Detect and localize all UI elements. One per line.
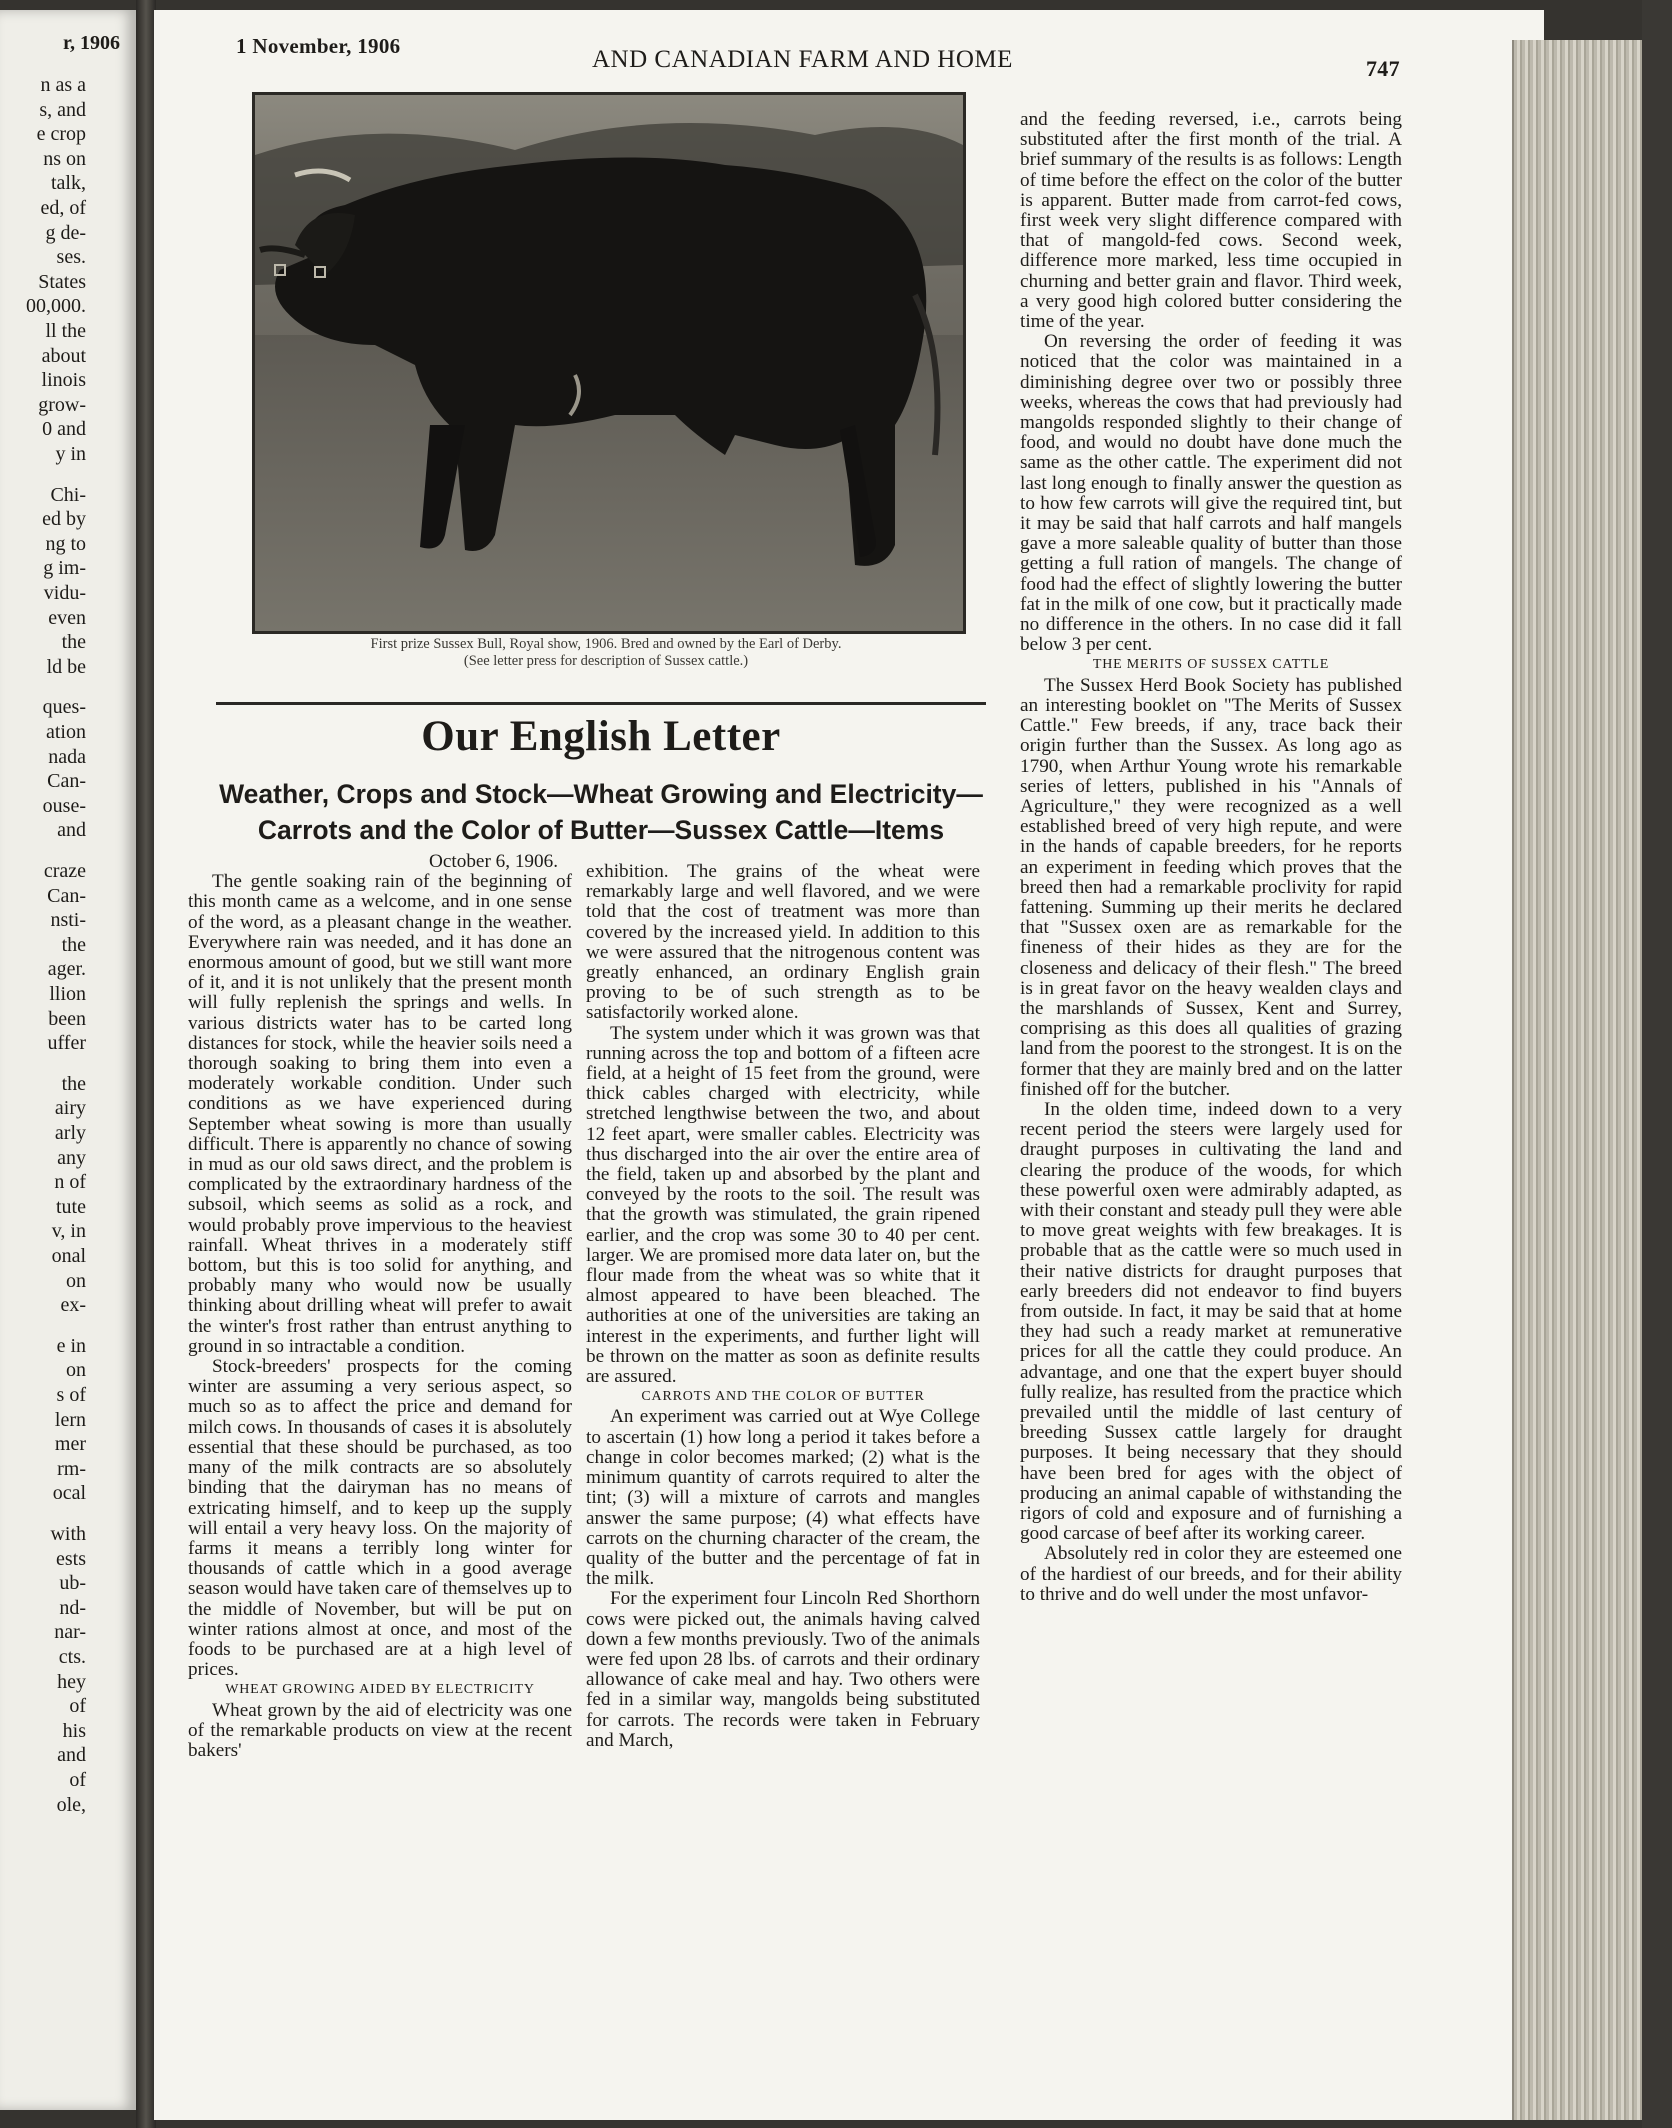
subhead-wheat-electricity: WHEAT GROWING AIDED BY ELECTRICITY xyxy=(225,1682,535,1698)
left-page-fragment: ests xyxy=(56,1547,86,1570)
left-page-fragment: any xyxy=(57,1146,86,1169)
left-page-fragment: ques- xyxy=(42,696,86,719)
adjacent-left-page xyxy=(0,10,136,2110)
left-page-fragment: v, in xyxy=(51,1220,86,1243)
paragraph: For the experiment four Lincoln Red Shorthorn cows were picked out, the animals having calved down a few months previously. Two of the animals were fed upon 28 lbs. of carrots and their ordinary allowance of cake meal and hay. Two others were fed in a similar way, mangolds being substituted for carrots. The records were taken in February and March, xyxy=(586,1588,980,1751)
subtitle-line-2: Carrots and the Color of Butter—Sussex Cattle—Items xyxy=(257,815,945,845)
left-page-fragment: n as a xyxy=(40,74,86,96)
section-rule xyxy=(216,702,986,705)
left-page-fragment: cts. xyxy=(58,1646,86,1668)
left-page-fragment: of xyxy=(69,1769,86,1791)
left-page-fragment: ng to xyxy=(45,532,86,555)
left-page-fragment: uffer xyxy=(47,1032,86,1055)
paragraph: exhibition. The grains of the wheat were remarkably large and well flavored, and we were told that the cost of treatment was more than covered by the increased yield. In addition to this we were assured that the nitrogenous content was greatly enhanced, an ordinary English grain proving to be of such strength as to be satisfactorily worked alone. xyxy=(586,861,980,1024)
left-page-fragment: hey xyxy=(57,1670,86,1693)
paragraph: and the feeding reversed, i.e., carrots being substituted after the first month of the trial. A brief summary of the results is as follows: Length of time before the effect on the color of the butter is apparent. Butter made from carrot-fed cows, first week very slight difference compared with that of mangold-fed cows. Second week, difference more marked, less time occupied in churning and better grain and flavor. Third week, a very good high colored butter considering the time of the year. xyxy=(1020,109,1402,333)
left-page-fragment: ub- xyxy=(59,1572,86,1595)
left-page-fragment: llion xyxy=(49,983,86,1005)
caption-line-1: First prize Sussex Bull, Royal show, 1906. Bred and owned by the Earl of Derby. xyxy=(370,636,842,652)
page-stack-edge xyxy=(1512,40,1644,2120)
left-page-fragment: linois xyxy=(41,369,86,392)
article-title: Our English Letter xyxy=(421,713,781,760)
left-page-fragment: rm- xyxy=(57,1457,86,1480)
left-page-header: r, 1906 xyxy=(62,32,120,54)
left-page-fragment: nsti- xyxy=(50,909,86,932)
left-page-fragment: ex- xyxy=(60,1294,86,1317)
paragraph: The system under which it was grown was that running across the top and bottom of a fifteen acre field, at a height of 15 feet from the ground, were thick cables charged with electricity, while stretched lengthwise between the two, and about 12 feet apart, were smaller cables. Electricity was thus discharged into the air over the entire area of the field, taken up and absorbed by the plant and conveyed by the roots to the soil. The result was that the growth was stimulated, the grain ripened earlier, and the crop was some 30 to 40 per cent. larger. We are promised more data later on, but the flour made from the wheat was so white that it almost appeared to have been bleached. The authorities at one of the universities are taking an interest in the experiments, and further light will be thrown on the matter as soon as definite results are assured. xyxy=(586,1022,980,1388)
issue-date: 1 November, 1906 xyxy=(236,34,401,58)
article-column-1 xyxy=(188,852,572,1761)
left-page-fragment: ager. xyxy=(47,958,86,981)
left-page-fragment: States xyxy=(38,270,86,293)
left-page-fragment: ld be xyxy=(46,655,86,678)
left-page-fragment: ed by xyxy=(42,508,86,531)
left-page-fragment: and xyxy=(57,1744,86,1767)
running-title: AND CANADIAN FARM AND HOME xyxy=(592,46,1013,73)
left-page-fragment: his xyxy=(62,1719,86,1742)
left-page-fragment: g de- xyxy=(45,221,86,244)
paragraph: The gentle soaking rain of the beginning of this month came as a welcome, and in one sense of the word, as a pleasant change in the weather. Everywhere rain was needed, and it has done an enormous amount of good, but we still want more of it, and it is not unlikely that the present month will fully replenish the springs and wells. In various districts water has to be carted long distances for stock, while the heavier soils need a thorough soaking to bring them into even a moderately workable condition. Under such conditions as we have experienced during September wheat sowing is more than usually difficult. There is apparently no chance of sowing in mud as our old saws direct, and the problem is complicated by the extraordinary hardness of the subsoil, which seems as solid as a rock, and would probably prove impervious to the heaviest rainfall. Wheat thrives in a moderately stiff bottom, but this is too solid for anything, and probably many who would now be usually thinking about drilling wheat will prefer to await the winter's frost rather than entrust anything to ground in so intractable a condition. xyxy=(188,871,572,1357)
left-page-fragment: nd- xyxy=(59,1596,86,1619)
left-page-fragment: ses. xyxy=(56,246,86,269)
paragraph: Stock-breeders' prospects for the coming winter are assuming a very serious aspect, so much so as to affect the price and demand for milch cows. In thousands of cases it is absolutely essential that these should be purchased, as too many of the milk contracts are so absolutely binding that the dairyman has no means of extricating himself, and to keep up the supply will entail a very heavy loss. On the majority of farms it means a terribly long winter for thousands of cattle which in a good average season would have taken care of themselves up to the middle of November, but will be put on winter rations almost at once, and most of the foods to be purchased are at a high level of prices. xyxy=(188,1356,572,1681)
subhead-carrots-butter: CARROTS AND THE COLOR OF BUTTER xyxy=(641,1389,925,1405)
left-page-fragment: the xyxy=(61,1072,86,1095)
left-page-fragment: 00,000. xyxy=(26,295,86,318)
article-subtitle xyxy=(206,776,996,848)
left-page-fragment: ll the xyxy=(45,320,86,342)
left-page-fragment: ole, xyxy=(56,1793,86,1816)
paragraph: Absolutely red in color they are esteemed one of the hardiest of our breeds, and for their ability to thrive and do well under the most unfavor- xyxy=(1020,1543,1402,1605)
left-page-fragment: vidu- xyxy=(43,582,86,604)
left-page-fragment: 0 and xyxy=(42,418,86,441)
paragraph: An experiment was carried out at Wye College to ascertain (1) how long a period it takes before a change in color becomes marked; (2) what is the minimum quantity of carrots required to alter the tint; (3) will a mixture of carrots and mangles answer the same purpose; (4) what effects have carrots on the churning character of the cream, the quality of the butter and the percentage of fat in the milk. xyxy=(586,1406,980,1590)
book-gutter xyxy=(136,0,156,2128)
paragraph: The Sussex Herd Book Society has published an interesting booklet on "The Merits of Sussex Cattle." Few breeds, if any, trace back their origin further than the Sussex. As long ago as 1790, when Arthur Young wrote his remarkable series of letters, published in his "Annals of Agriculture," they were recognized as a well established breed of very high repute, and were in the hands of capable breeders, for he reports an experiment in feeding which proves that the breed then had a remarkable proclivity for rapid fattening. Summing up their merits he declared that "Sussex oxen are as remarkable for the fineness of their hides as they are for the closeness and delicacy of their flesh." The breed is in great favor on the heavy wealden clays and the marshlands of Sussex, Kent and Surrey, comprising as this does all qualities of grazing land from the poorest to the strongest. It is on the former that they are mainly bred and on the latter finished off for the butcher. xyxy=(1020,674,1402,1100)
subhead-sussex-cattle: THE MERITS OF SUSSEX CATTLE xyxy=(1092,657,1330,673)
scan-background-right xyxy=(1642,0,1672,2128)
left-page-fragment: even xyxy=(48,606,86,629)
left-page-fragment: y in xyxy=(55,443,86,465)
left-page-fragment: of xyxy=(69,1695,86,1718)
paragraph: In the olden time, indeed down to a very recent period the steers were largely used for draught purposes in cultivating the land and clearing the produce of the woods, for which these powerful oxen were admirably adapted, as with their constant and steady pull they were able to move great weights with few breakages. It is probable that as the cattle were so much used in their native districts for draught purposes that early breeders did not endeavor to find buyers from outside. In fact, it may be said that at home they had such a ready market at remunerative prices for all the cattle they could produce. An advantage, and one that the expert buyer should fully realize, has resulted from the practice which prevailed until the middle of last century of breeding Sussex cattle largely for draught purposes. It being necessary that they should have been bred for ages with the object of producing an animal capable of withstanding the rigors of cold and exposure and of furnishing a good carcase of beef after its working career. xyxy=(1020,1098,1402,1545)
caption-line-2: (See letter press for description of Sussex cattle.) xyxy=(463,653,749,669)
left-page-fragment: craze xyxy=(43,860,86,882)
bull-image xyxy=(255,95,963,631)
left-page-fragment: the xyxy=(61,631,86,654)
left-page-fragment: onal xyxy=(51,1245,86,1267)
left-page-fragment: mer xyxy=(54,1433,86,1456)
article-column-3 xyxy=(1020,110,1402,1605)
left-page-fragment: the xyxy=(61,933,86,956)
left-page-fragment: ation xyxy=(46,721,86,743)
dateline: October 6, 1906. xyxy=(429,851,558,872)
left-page-fragment: airy xyxy=(54,1097,86,1120)
left-page-fragment: arly xyxy=(54,1122,86,1144)
left-page-fragment: s, and xyxy=(39,98,86,121)
left-page-fragment: Can- xyxy=(47,884,86,907)
left-page-fragment: and xyxy=(57,819,86,842)
left-page-fragment: s of xyxy=(56,1384,86,1406)
left-page-fragment: n of xyxy=(54,1171,86,1194)
left-page-fragment: with xyxy=(50,1523,86,1545)
left-page-fragment: ed, of xyxy=(40,197,86,219)
left-page-fragment: ocal xyxy=(52,1482,86,1505)
left-page-fragment: Chi- xyxy=(50,483,86,506)
left-page-fragment: Can- xyxy=(47,770,86,793)
sussex-bull-photo xyxy=(252,92,966,634)
left-page-fragment: e crop xyxy=(36,123,86,146)
paragraph: On reversing the order of feeding it was noticed that the color was maintained in a diminishing degree over two or possibly three weeks, whereas the cows that had previously had mangolds responded slightly to their change of food, and would no doubt have done much the same as the other cattle. The experiment did not last long enough to finally answer the question as to how few carrots will give the required tint, but it may be said that half carrots and half mangels gave a more saleable quality of butter than those getting a full ration of mangels. The change of food had the effect of slightly lowering the butter fat in the milk of one cow, but it practically made no difference in the others. In no case did it fall below 3 per cent. xyxy=(1020,331,1402,656)
left-page-fragment: nada xyxy=(48,745,86,768)
left-page-fragment: been xyxy=(48,1007,86,1030)
paragraph: Wheat grown by the aid of electricity was one of the remarkable products on view at the recent bakers' xyxy=(188,1699,572,1761)
left-page-fragment: on xyxy=(66,1359,86,1382)
left-page-fragment: about xyxy=(41,344,86,367)
left-page-fragment: ns on xyxy=(43,147,86,170)
page-number: 747 xyxy=(1366,56,1400,81)
left-page-fragment: e in xyxy=(56,1334,86,1357)
left-page-fragment: g im- xyxy=(43,557,86,580)
photo-caption xyxy=(250,636,962,670)
left-page-fragment: ouse- xyxy=(42,794,86,817)
left-page-fragment: lern xyxy=(54,1408,86,1431)
left-page-fragment: tute xyxy=(56,1195,86,1218)
left-page-fragment: on xyxy=(66,1269,86,1292)
left-page-fragment: nar- xyxy=(54,1621,86,1644)
subtitle-line-1: Weather, Crops and Stock—Wheat Growing and Electricity— xyxy=(219,779,983,809)
left-page-fragment: grow- xyxy=(38,393,86,416)
left-page-fragment: talk, xyxy=(51,172,86,195)
article-column-2 xyxy=(586,862,980,1751)
